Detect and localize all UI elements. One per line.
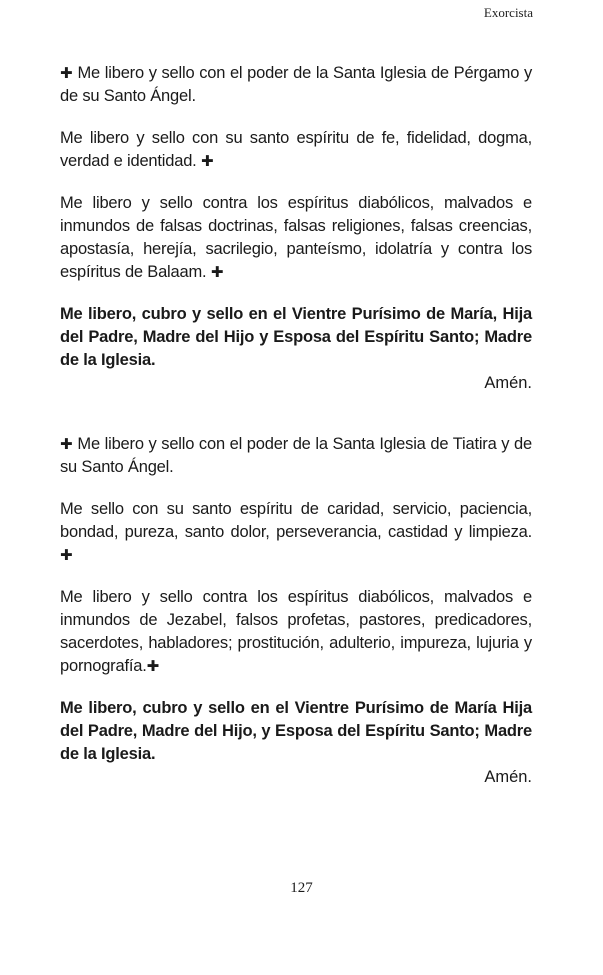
paragraph-text: Me libero y sello contra los espíritus diabólicos, malvados e inmundos de falsas doctrinas, falsas religiones, falsas creencias, apostasía, herejía, sacrilegio, panteísmo, idolatría y contra los espíritus de Balaam. bbox=[60, 194, 532, 281]
cross-icon: ✚ bbox=[200, 153, 214, 170]
paragraph-text: Me libero y sello con el poder de la Santa Iglesia de Pérgamo y de su Santo Ángel. bbox=[60, 64, 533, 105]
closing-prayer: Me libero, cubro y sello en el Vientre Purísimo de María, Hija del Padre, Madre del Hijo y Esposa del Espíritu Santo; Madre de la Iglesia. bbox=[60, 305, 532, 369]
paragraph-text: Me libero y sello con el poder de la Santa Iglesia de Tiatira y de su Santo Ángel. bbox=[60, 435, 532, 476]
cross-icon: ✚ bbox=[60, 547, 73, 564]
page-number: 127 bbox=[290, 880, 313, 896]
paragraph bbox=[60, 192, 532, 284]
paragraph-text: Me libero y sello contra los espíritus diabólicos, malvados e inmundos de Jezabel, falsos profetas, pastores, predicadores, sacerdotes, habladores; prostitución, adulterio, impureza, lujuria y pornografía. bbox=[60, 588, 532, 675]
paragraph bbox=[60, 127, 532, 173]
paragraph bbox=[60, 586, 532, 678]
amen: Amén. bbox=[484, 768, 532, 786]
cross-icon: ✚ bbox=[210, 264, 224, 281]
paragraph bbox=[60, 498, 532, 567]
paragraph bbox=[60, 62, 532, 108]
paragraph-text: Me libero y sello con su santo espíritu de fe, fidelidad, dogma, verdad e identidad. bbox=[60, 129, 532, 170]
page-body bbox=[60, 62, 532, 789]
cross-icon: ✚ bbox=[60, 436, 73, 453]
running-head: Exorcista bbox=[483, 5, 533, 20]
cross-icon: ✚ bbox=[146, 658, 159, 675]
paragraph-text: Me sello con su santo espíritu de caridad, servicio, paciencia, bondad, pureza, santo dolor, perseverancia, castidad y limpieza. bbox=[60, 500, 532, 541]
amen: Amén. bbox=[484, 374, 532, 392]
closing-prayer: Me libero, cubro y sello en el Vientre Purísimo de María Hija del Padre, Madre del Hijo, y Esposa del Espíritu Santo; Madre de la Iglesia. bbox=[60, 699, 532, 763]
paragraph bbox=[60, 433, 532, 479]
cross-icon: ✚ bbox=[60, 65, 73, 82]
